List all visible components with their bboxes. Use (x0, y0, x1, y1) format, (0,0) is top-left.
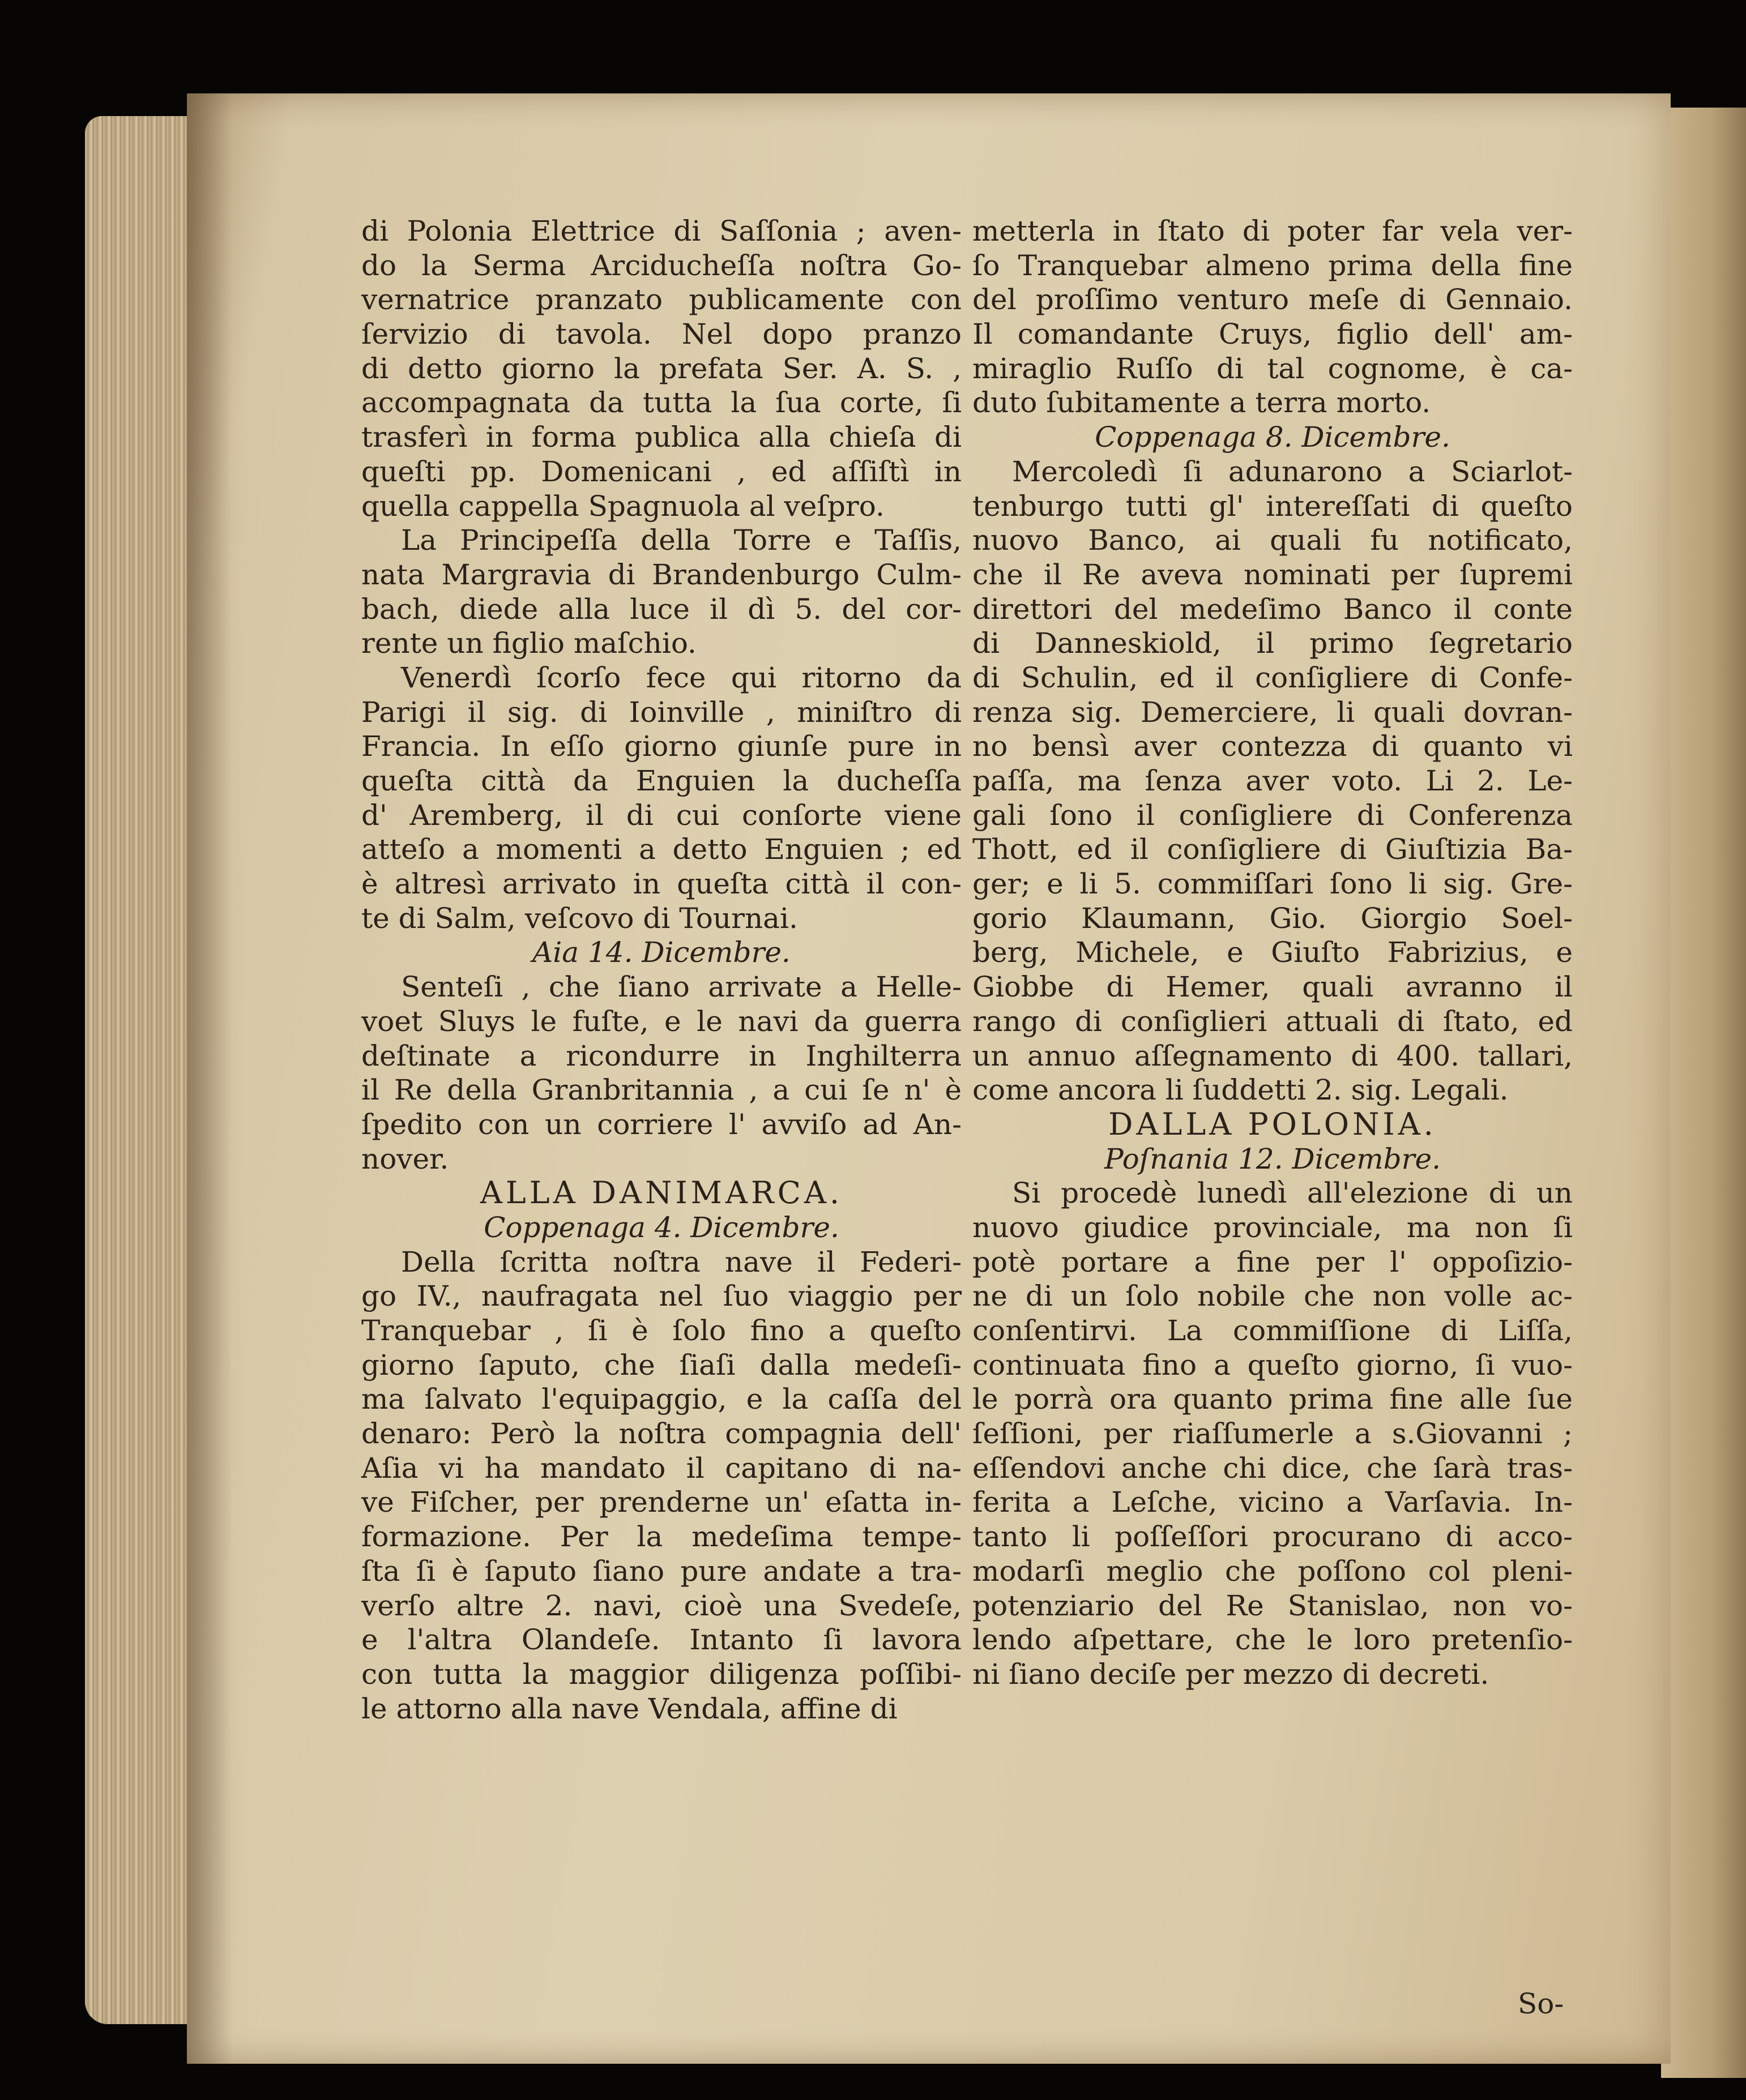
text-line: queſti pp. Domenicani , ed aſſiſtì in (361, 455, 962, 488)
text-line: berg, Michele, e Giuſto Fabrizius, e (972, 936, 1573, 969)
text-line: tanto li poſſeſſori procurano di acco- (972, 1520, 1573, 1554)
text-line: di Danneskiold, il primo ſegretario (972, 627, 1573, 660)
text-line: ne di un ſolo nobile che non volle ac- (972, 1280, 1573, 1313)
text-line: gorio Klaumann, Gio. Giorgio Soel- (972, 901, 1573, 935)
text-line: formazione. Per la medeſima tempe- (361, 1520, 962, 1554)
text-line: gali ſono il conſigliere di Conferenza (972, 798, 1573, 832)
text-line: miraglio Ruſſo di tal cognome, è ca- (972, 352, 1573, 385)
text-line: Francia. In eſſo giorno giunſe pure in (361, 730, 962, 763)
text-line: ger; e li 5. commiſſari ſono li sig. Gre- (972, 867, 1573, 901)
text-line: ferita a Leſche, vicino a Varſavia. In- (972, 1486, 1573, 1519)
text-line: di detto giorno la prefata Ser. A. S. , (361, 352, 962, 385)
text-line: go IV., naufragata nel ſuo viaggio per (361, 1280, 962, 1313)
text-line: quella cappella Spagnuola al veſpro. (361, 489, 885, 523)
text-line: nuovo giudice provinciale, ma non ſi (972, 1211, 1573, 1244)
text-line: che il Re aveva nominati per ſupremi (972, 558, 1573, 591)
text-line: Aſia vi ha mandato il capitano di na- (361, 1451, 962, 1485)
text-line: Mercoledì ſi adunarono a Sciarlot- (1012, 455, 1573, 488)
text-line: Parigi il sig. di Ioinville , miniſtro di (361, 695, 962, 729)
page-edges-right (1661, 108, 1746, 2078)
text-line: di Polonia Elettrice di Saſſonia ; aven- (361, 215, 962, 247)
catchword: So- (1518, 1987, 1564, 2020)
text-line: Giobbe di Hemer, quali avranno il (972, 970, 1573, 1004)
text-line: nover. (361, 1142, 449, 1175)
text-line: Il comandante Cruys, figlio dell' am- (972, 318, 1573, 351)
text-line: ſervizio di tavola. Nel dopo pranzo (361, 318, 962, 351)
text-line: come ancora li ſuddetti 2. sig. Legali. (972, 1073, 1509, 1107)
text-line: atteſo a momenti a detto Enguien ; ed (361, 833, 962, 866)
text-line: di Schulin, ed il conſigliere di Confe- (972, 661, 1573, 694)
text-line: denaro: Però la noſtra compagnia dell' (361, 1417, 962, 1451)
text-line: con tutta la maggior diligenza poſſibi- (361, 1657, 962, 1691)
dateline: Aia 14. Dicembre. (532, 936, 791, 969)
text-line: eſſendovi anche chi dice, che ſarà tras- (972, 1451, 1573, 1485)
section-heading: DALLA POLONIA. (1108, 1106, 1437, 1142)
text-line: nata Margravia di Brandenburgo Culm- (361, 558, 962, 591)
text-line: un annuo aſſegnamento di 400. tallari, (972, 1039, 1573, 1072)
gutter-shadow (187, 93, 232, 2064)
text-line: potè portare a fine per l' oppoſizio- (972, 1245, 1573, 1278)
text-line: queſta città da Enguien la ducheſſa (361, 764, 962, 797)
text-line: potenziario del Re Stanislao, non vo- (972, 1589, 1573, 1622)
text-line: metterla in ſtato di poter far vela ver- (972, 215, 1573, 247)
section-heading: ALLA DANIMARCA. (480, 1175, 843, 1211)
text-line: tenburgo tutti gl' intereſſati di queſto (972, 489, 1573, 523)
text-line: del proſſimo venturo meſe di Gennaio. (972, 283, 1573, 317)
text-line: voet Sluys le fuſte, e le navi da guerra (361, 1004, 962, 1038)
dateline: Poſnania 12. Dicembre. (1104, 1142, 1441, 1175)
text-line: lendo aſpettare, che le loro pretenſio- (972, 1623, 1573, 1657)
text-line: Della ſcritta noſtra nave il Federi- (401, 1245, 962, 1278)
text-line: direttori del medeſimo Banco il conte (972, 592, 1573, 626)
text-line: continuata fino a queſto giorno, ſi vuo- (972, 1348, 1573, 1382)
right-column (972, 214, 1573, 1692)
text-line: e l'altra Olandeſe. Intanto ſi lavora (361, 1623, 962, 1657)
text-line: ma ſalvato l'equipaggio, e la caſſa del (361, 1383, 962, 1416)
text-line: duto ſubitamente a terra morto. (972, 386, 1431, 420)
text-line: rente un figlio maſchio. (361, 627, 697, 660)
text-line: nuovo Banco, ai quali fu notificato, (972, 524, 1573, 557)
text-line: do la Serma Arciducheſſa noſtra Go- (361, 249, 962, 282)
text-line: il Re della Granbritannia , a cui ſe n' è (361, 1073, 962, 1107)
text-line: conſentirvi. La commiſſione di Liſſa, (972, 1314, 1573, 1347)
text-line: d' Aremberg, il di cui conſorte viene (361, 798, 962, 832)
dateline: Coppenaga 8. Dicembre. (1095, 421, 1450, 454)
text-line: ve Fiſcher, per prenderne un' eſatta in- (361, 1486, 962, 1519)
text-line: vernatrice pranzato publicamente con (361, 283, 962, 317)
text-line: ſpedito con un corriere l' avviſo ad An- (361, 1107, 962, 1141)
text-line: è altresì arrivato in queſta città il con- (361, 867, 962, 901)
text-line: La Principeſſa della Torre e Taſſis, (401, 524, 962, 557)
text-line: accompagnata da tutta la ſua corte, ſi (361, 386, 962, 420)
text-line: bach, diede alla luce il dì 5. del cor- (361, 592, 962, 626)
text-line: renza sig. Demerciere, li quali dovran- (972, 695, 1573, 729)
text-line: paſſa, ma ſenza aver voto. Li 2. Le- (972, 764, 1573, 797)
text-line: rango di conſiglieri attuali di ſtato, ed (972, 1004, 1573, 1038)
text-line: Senteſi , che ſiano arrivate a Helle- (401, 970, 962, 1004)
text-line: ſeſſioni, per riaſſumerle a s.Giovanni ; (972, 1417, 1573, 1451)
text-line: Tranquebar , ſi è ſolo fino a queſto (361, 1314, 962, 1347)
text-line: Si procedè lunedì all'elezione di un (1012, 1177, 1573, 1210)
text-line: ſta ſi è ſaputo ſiano pure andate a tra- (361, 1554, 962, 1588)
text-line: le attorno alla nave Vendala, affine di (361, 1692, 898, 1725)
text-line: Thott, ed il conſigliere di Giuſtizia Ba- (972, 833, 1573, 866)
text-line: no bensì aver contezza di quanto vi (972, 730, 1573, 763)
text-line: le porrà ora quanto prima fine alle ſue (972, 1383, 1573, 1416)
text-line: verſo altre 2. navi, cioè una Svedeſe, (361, 1589, 962, 1622)
dateline: Coppenaga 4. Dicembre. (484, 1211, 839, 1244)
text-line: giorno ſaputo, che ſiaſi dalla medeſi- (361, 1348, 962, 1382)
left-column (361, 214, 962, 1726)
text-line: ni ſiano deciſe per mezzo di decreti. (972, 1657, 1489, 1691)
text-line: deſtinate a ricondurre in Inghilterra (361, 1039, 962, 1072)
text-line: ſo Tranquebar almeno prima della fine (972, 249, 1573, 282)
text-line: Venerdì ſcorſo fece qui ritorno da (401, 661, 962, 694)
text-line: te di Salm, veſcovo di Tournai. (361, 901, 798, 935)
text-line: trasferì in forma publica alla chieſa di (361, 421, 962, 454)
text-line: modarſi meglio che poſſono col pleni- (972, 1554, 1573, 1588)
